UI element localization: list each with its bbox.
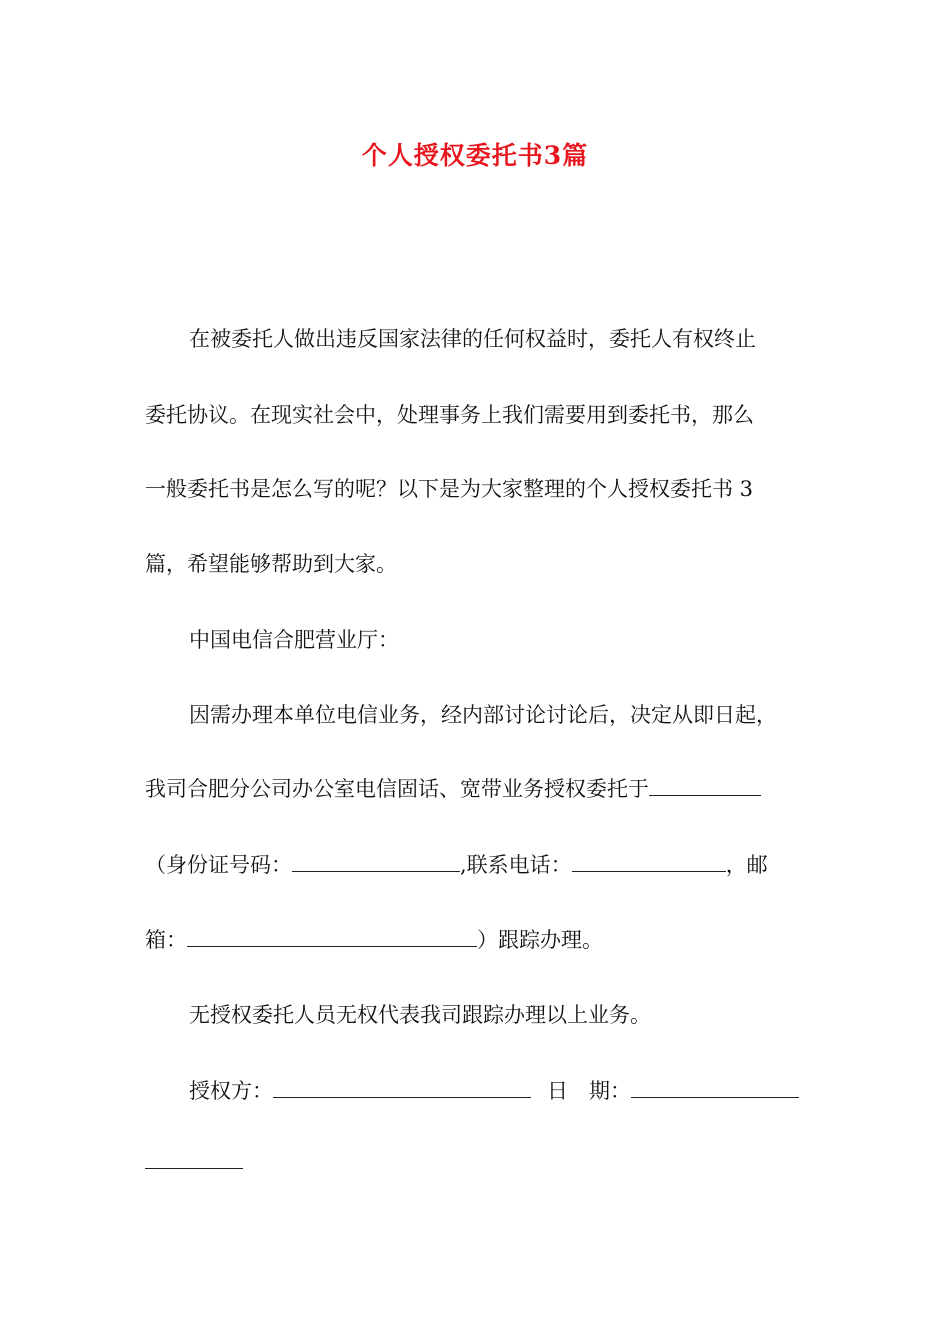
phone-label: ,联系电话： xyxy=(460,853,572,877)
email-blank[interactable] xyxy=(187,926,477,947)
date-blank-continuation[interactable] xyxy=(145,1168,243,1169)
addressee: 中国电信合肥营业厅： xyxy=(189,628,399,652)
notice-line: 无授权委托人员无权代表我司跟踪办理以上业务。 xyxy=(189,1003,651,1027)
email-label-start: ，邮 xyxy=(725,853,768,877)
grantor-label: 授权方： xyxy=(189,1079,273,1103)
date-label: 日 期： xyxy=(547,1079,631,1103)
email-label-end: 箱： xyxy=(145,928,187,952)
id-number-blank[interactable] xyxy=(292,851,460,872)
delegate-name-blank[interactable] xyxy=(649,775,761,796)
body-line-1: 因需办理本单位电信业务，经内部讨论讨论后，决定从即日起， xyxy=(189,703,777,727)
track-text: ）跟踪办理。 xyxy=(477,928,603,952)
id-phone-line xyxy=(145,850,768,880)
intro-line-1: 在被委托人做出违反国家法律的任何权益时，委托人有权终止 xyxy=(189,327,756,351)
signature-line xyxy=(189,1076,799,1106)
phone-blank[interactable] xyxy=(572,851,726,872)
intro-line-3: 一般委托书是怎么写的呢？以下是为大家整理的个人授权委托书 3 xyxy=(145,477,754,501)
body-line-2-text: 我司合肥分公司办公室电信固话、宽带业务授权委托于 xyxy=(145,777,649,801)
intro-line-4: 篇，希望能够帮助到大家。 xyxy=(145,552,397,576)
document-title: 个人授权委托书3篇 xyxy=(361,141,589,170)
body-line-2 xyxy=(145,774,761,804)
date-blank[interactable] xyxy=(631,1077,799,1098)
grantor-blank[interactable] xyxy=(273,1077,531,1098)
intro-line-2: 委托协议。在现实社会中，处理事务上我们需要用到委托书，那么 xyxy=(145,403,754,427)
id-number-label: （身份证号码： xyxy=(145,853,292,877)
email-line xyxy=(145,925,603,955)
